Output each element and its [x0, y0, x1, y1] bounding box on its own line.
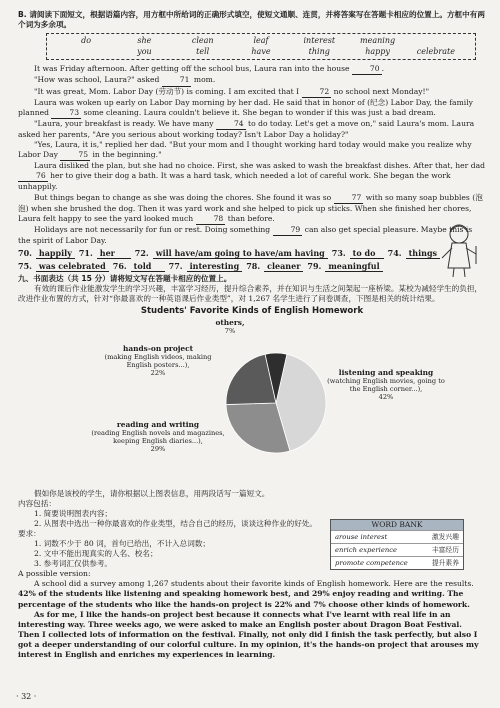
passage-paragraph: "Laura, your breakfast is ready. We have many 74 to do today. Let's get a move on," said Laura's mom. Laura asked her parents, "Are you serious about working today? Isn't Labor Day a holiday?": [18, 118, 475, 139]
word-box-item: clean: [191, 36, 214, 46]
blank-76: 76: [18, 171, 48, 182]
answer-77: interesting: [187, 261, 243, 272]
blank-77: 77: [334, 193, 364, 204]
content-item: 2. 从图表中选出一种你最喜欢的作业类型，结合自己的经历，谈谈这种作业的好处。: [34, 518, 318, 528]
passage-paragraph: But things began to change as she was doing the chores. She found it was so 77 with so many soap bubbles (泡泡) when she brushed the dog. Then it was yard work and she helped to pick up sticks. When she finished her chores, Laura felt happy to see the yard looked much 78 than before.: [18, 193, 486, 225]
word-box-item: [407, 36, 465, 46]
writing-task: 假如你是该校的学生，请你根据以上图表信息，用两段话写一篇短文。: [34, 488, 270, 498]
word-bank-row: arouse interest 激发兴趣: [331, 530, 463, 543]
requirement-item: 1. 词数不少于 80 词，首句已给出，不计入总词数；: [34, 539, 211, 548]
chart-label-listening-speaking: listening and speaking (watching English movies, going to the English corner...), 42%: [327, 367, 445, 401]
sample-paragraph-1: A school did a survey among 1,267 students about their favorite kinds of English homework. Here are the results. 42% of the students like listening and speaking homework best, and 29% enjoy reading and writing. The percentage of the students who like the hands-on project is 22% and 7% choose other kinds of homework.: [18, 579, 474, 609]
blank-70: 70: [352, 64, 382, 75]
sample-version-label: A possible version:: [18, 569, 91, 579]
blank-73: 73: [51, 108, 81, 119]
word-box-item: she: [137, 36, 152, 46]
word-bank-row: enrich experience 丰富经历: [331, 543, 463, 556]
content-item: 1. 简要说明图表内容；: [34, 508, 113, 518]
answer-72: will have/am going to have/am having: [153, 248, 328, 259]
answer-73: to do: [350, 248, 384, 259]
word-box-item: you: [137, 47, 152, 57]
word-box-item: [57, 47, 115, 57]
pie-chart: [18, 317, 486, 489]
passage-paragraph: It was Friday afternoon. After getting off the school bus, Laura ran into the house 70 .: [18, 64, 486, 75]
blank-71: 71: [162, 75, 192, 86]
word-box-item: meaning: [360, 36, 396, 46]
word-box-item: tell: [196, 47, 210, 57]
word-box-item: happy: [365, 47, 390, 57]
chart-title: Students' Favorite Kinds of English Homework: [140, 306, 364, 317]
blank-72: 72: [302, 87, 332, 98]
answer-74: things: [406, 248, 440, 259]
chart-label-hands-on: hands-on project (making English videos, making English posters...), 22%: [104, 343, 212, 377]
pie-chart-svg: [18, 317, 488, 489]
requirement-item: 3. 参考词汇仅供参考。: [34, 559, 113, 569]
word-box-item: interest: [303, 36, 336, 46]
passage-paragraph: Laura disliked the plan, but she had no choice. First, she was asked to wash the breakfast dishes. After that, her dad 76 her to give their dog a bath. It was a hard task, which needed a lot of careful work. She began the work unhappily.: [18, 161, 485, 192]
page-number: · 32 ·: [16, 691, 37, 701]
girl-illustration: [436, 220, 482, 278]
answer-76: told: [131, 261, 165, 272]
answer-78: cleaner: [264, 261, 303, 272]
answer-row: 75. was celebrated 76. told 77. interesting 78. cleaner 79. meaningful: [18, 261, 486, 272]
word-box-item: leaf: [253, 36, 269, 46]
word-box-item: thing: [308, 47, 330, 57]
word-box-item: celebrate: [416, 47, 455, 57]
part-b-instruction: B. 请阅读下面短文，根据语篇内容，用方框中所给词的正确形式填空，使短文通顺、连贯，并将答案写在答题卡相应的位置上。方框中有两个词为多余项。: [18, 10, 485, 30]
passage-paragraph: "It was great, Mom. Labor Day (劳动节) is coming. I am excited that I 72 no school next Monday!": [18, 87, 486, 98]
passage-paragraph: "How was school, Laura?" asked 71 mom.: [18, 75, 486, 86]
section-nine-intro: 有效的课后作业能激发学生的学习兴趣，丰富学习经历，提升综合素养，并在知识与生活之间架起一座桥梁。某校为减轻学生的负担，改进作业布置的方式，针对“你最喜欢的一种英语课后作业类型”，对 1,267 名学生进行了问卷调查，下图是相关的统计结果。: [18, 284, 483, 304]
word-bank-row: promote competence 提升素养: [331, 556, 463, 569]
answer-71: her: [97, 248, 131, 259]
word-bank: [330, 519, 464, 570]
blank-75: 75: [60, 150, 90, 161]
requirements-label: 要求：: [18, 528, 41, 538]
passage-paragraph: Holidays are not necessarily for fun or rest. Doing something 79 can also get special pleasure. Maybe this is the spirit of Labor Day.: [18, 224, 473, 245]
passage-paragraph: "Yes, Laura, it is," replied her dad. "But your mom and I thought working hard today would make you realize why Labor Day 75 in the beginning.": [18, 140, 486, 161]
word-box: [46, 33, 476, 60]
answer-70: happily: [36, 248, 75, 259]
answer-79: meaningful: [325, 261, 382, 272]
sample-paragraph-2: As for me, I like the hands-on project best because it connects what I've learnt with real life in an interesting way. Three weeks ago, we were asked to make an English poster about Dragon Boat Festival. Then I collected lots of information on the festival. Finally, not only did I finish the task perfectly, but also I got a deeper understanding of our colorful culture. In my opinion, it's the hands-on project that arouses my interest in English and enriches my experiences in learning.: [18, 609, 479, 660]
passage-paragraph: Laura was woken up early on Labor Day morning by her dad. He said that in honor of (纪念) Labor Day, the family planned 73 some cleaning. Laura couldn't believe it. She began to wonder if this was just a bad dream.: [18, 98, 486, 119]
blank-79: 79: [273, 225, 303, 236]
word-box-item: have: [251, 47, 271, 57]
answer-75: was celebrated: [36, 261, 109, 272]
content-label: 内容包括：: [18, 498, 56, 508]
blank-74: 74: [216, 119, 246, 130]
chart-label-reading-writing: reading and writing (reading English novels and magazines, keeping English diaries...), 29%: [91, 419, 225, 453]
section-nine-heading: 九、书面表达（共 15 分）请将短文写在答题卡相应的位置上。: [18, 274, 232, 284]
word-box-item: do: [81, 36, 92, 46]
requirement-item: 2. 文中不能出现真实的人名、校名；: [34, 549, 158, 559]
chart-label-others: others, 7%: [215, 317, 245, 335]
answer-row: 70. happily 71. her 72. will have/am going to have/am having 73. to do 74. things: [18, 248, 486, 259]
word-bank-title: WORD BANK: [331, 520, 463, 530]
blank-78: 78: [196, 214, 226, 225]
writing-requirements: [18, 499, 486, 570]
